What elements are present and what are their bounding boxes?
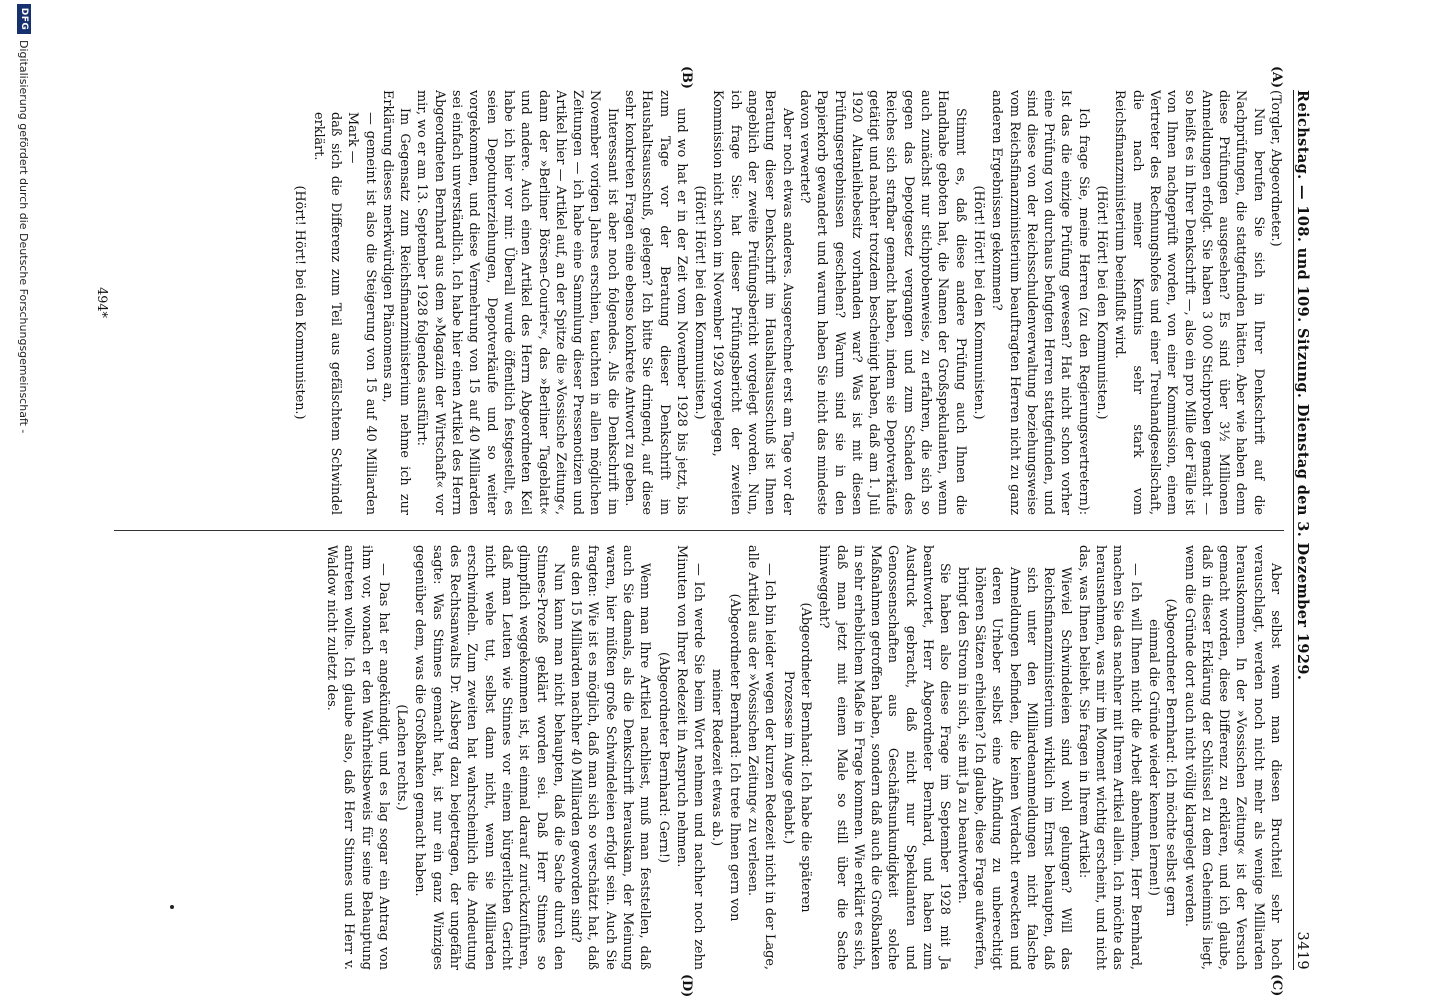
paragraph: — Ich bin leider wegen der kurzen Redezeit nicht in der Lage, alle Artikel aus der »Vossischen Zeitung« zu verlesen. (745, 545, 778, 970)
quoted-passage: daß sich die Differenz zum Teil aus gefälschtem Schwindel erklärt. (310, 112, 343, 515)
margin-marker-d: (D) (679, 974, 694, 998)
left-column (114, 90, 1284, 515)
interjection: (Abgeordneter Bernhard: Ich habe die späteren Prozesse im Auge gehabt.) (780, 602, 813, 913)
interjection: (Abgeordneter Bernhard: Ich trete Ihnen gern von meiner Redezeit etwas ab.) (709, 593, 742, 922)
digitization-credit (9, 0, 39, 1004)
header-page-number: 3419 (1294, 931, 1310, 970)
sheet-number: 494* (94, 287, 109, 318)
quoted-passage: Wieviel Schwindeleien sind wohl gelungen? Will das Reichsfinanzministerium wirklich im Ernst behaupten, daß sich unter den Milliardenanmeldungen nicht falsche Anmeldungen befinden, die keinen Verdacht erweckten und deren Urheber selbst eine Abfindung zu unberechtigt höheren Sätzen erhielten? Ich glaube, diese Frage aufwerfen, bringt den Strom in sich, sie mit Ja zu beantworten. (954, 567, 1074, 970)
interjection: (Hört! Hört! bei den Kommunisten.) (692, 185, 708, 420)
running-header (1293, 90, 1324, 970)
paragraph: Ich frage Sie, meine Herren (zu den Regierungsvertretern): Ist das die einzige Prüfung gewesen? Hat nicht schon vorher eine Prüfung von durchaus befugten Herren stattgefunden, und sind diese von der Reichsschuldenverwaltung beziehungsweise vom Reichsfinanzministerium beauftragten Herren nicht zu ganz anderen Ergebnissen gekommen? (989, 90, 1091, 515)
dfg-logo: DFG (17, 4, 31, 34)
interjection: (Lachen rechts.) (394, 704, 410, 811)
paragraph: Nun kann man nicht behaupten, daß die Sache durch den Stinnes-Prozeß geklärt worden sei. Daß Herr Stinnes so glimpflich weggekommen ist, ist einmal darauf zurückzuführen, daß man Leuten wie Stinnes vor einem bürgerlichen Gericht nicht wehe tut, selbst dann nicht, wenn sie Milliarden erschwindeln. Zum zweiten hat wahrscheinlich die Andeutung des Rechtsanwalts Dr. Alsberg dazu beigetragen, der ungefähr sagte: Was Stinnes gemacht hat, ist nur ein ganz Winziges gegenüber dem, was die Großbanken gemacht haben. (412, 545, 566, 970)
margin-marker-c: (C) (1269, 974, 1284, 997)
header-title: Reichstag. — 108. und 109. Sitzung. Dienstag den 3. Dezember 1929. (1294, 90, 1311, 681)
paragraph: Aber noch etwas anderes. Ausgerechnet erst am Tage vor der Beratung dieser Denkschrift im Haushaltsausschuß ist Ihnen angeblich der zweite Prüfungsbericht vorgelegt worden. Nun, ich frage Sie: hat dieser Prüfungsbericht der zweiten Kommission nicht schon im November 1928 vorgelegen, (710, 90, 795, 515)
paragraph: Wenn man Ihre Artikel nachliest, muß man feststellen, daß auch Sie damals, als die Denkschrift herauskam, der Meinung waren, hier müßten große Schwindeleien erfolgt sein. Auch Sie fragten: Wie ist es möglich, daß man sich so verschätzt hat, daß aus den 15 Milliarden nachher 40 Milliarden geworden sind? (568, 545, 653, 970)
paragraph: Interessant ist aber noch folgendes. Als die Denkschrift im November vorigen Jahres erschien, tauchten in allen möglichen Zeitungen — ich habe eine Sammlung dieser Pressenotizen und Artikel hier — Artikel auf, an der Spitze die »Vossische Zeitung«, dann der »Berliner Börsen-Courier«, das »Berliner Tageblatt« und andere. Auch einen Artikel des Herrn Abgeordneten Keil habe ich hier vor mir. Überall wurde öffentlich festgestellt, es seien Depotunterziehungen, Depotverkäufe und so weiter vorgekommen, und diese Vermehrung von 15 auf 40 Milliarden sei einfach unverständlich. Ich habe hier einen Artikel des Herrn Abgeordneten Bernhard aus dem »Magazin der Wirtschaft« vor mir, wo er am 13. September 1928 folgendes ausführt: (414, 90, 620, 515)
scan-speck (170, 905, 174, 909)
paragraph: — Das hat er angekündigt, und es lag sogar ein Antrag von ihm vor, wonach er den Wahrheitsbeweis für seine Behauptung antreten wollte. Ich glaube also, daß Herr Stinnes und Herr v. Waldow nicht zuletzt des. (323, 545, 391, 970)
text-columns (94, 90, 1284, 970)
margin-marker-b: (B) (679, 66, 694, 89)
document-page (94, 66, 1324, 998)
margin-marker-a: (A) (1269, 66, 1284, 89)
interjection: (Hört! Hört! bei den Kommunisten.) (970, 185, 986, 420)
paragraph: Aber selbst wenn man diesen Bruchteil sehr hoch verauschlagt, werden noch nicht mehr als wenige Milliarden herauskommen. In der »Vossischen Zeitung« ist der Versuch gemacht worden, diese Differenz zu erklären, und ich glaube, daß in dieser Erklärung der Schlüssel zu dem Geheimnis liegt, wenn die Gründe dort auch nicht völlig klargelegt werden. (1181, 545, 1283, 970)
interjection: (Hört! Hört! bei den Kommunisten.) (292, 185, 308, 420)
right-column (114, 545, 1284, 970)
paragraph: und wo hat er in der Zeit vom November 1928 bis jetzt, bis zum Tage vor der Beratung dieser Denkschrift im Haushaltsausschuß, gelegen? Ich bitte Sie dringend, auf diese sehr konkreten Fragen eine ebenso konkrete Antwort zu geben. (622, 90, 689, 515)
credit-text: Digitalisierung gefördert durch die Deutsche Forschungsgemeinschaft - (17, 40, 31, 434)
interjection: (Abgeordneter Bernhard: Gern!) (655, 651, 671, 864)
paragraph: Im Gegensatz zum Reichsfinanzministerium nehme ich zur Erklärung dieses merkwürdigen Phänomens an, (379, 90, 413, 515)
interjection: (Hört! Hört! bei den Kommunisten.) (1094, 185, 1110, 420)
column-divider (114, 530, 1284, 531)
paragraph: — Ich will Ihnen nicht die Arbeit abnehmen, Herr Bernhard, machen Sie das nachher mit Ihrem Artikel allein. Ich möchte das herausnehmen, was mir im Moment wichtig erscheint, und nicht das, was Ihnen beliebt. Sie fragen in Ihrem Artikel: (1075, 545, 1143, 970)
paragraph: Sie haben also diese Frage im September 1928 mit Ja beantwortet, Herr Abgeordneter Bernhard, und haben zum Ausdruck gebracht, daß nicht nur Spekulanten und Genossenschaften aus Geschäftsunkundigkeit solche Maßnahmen getroffen haben, sondern daß auch die Großbanken in sehr erheblichem Maße in Frage kommen. Wie erklärt es sich, daß man jetzt mit einem Male so still über die Sache hinweggeht? (816, 545, 953, 970)
speaker-label: (Torgler, Abgeordneter.) (1268, 90, 1283, 247)
interjection: (Abgeordneter Bernhard: Ich möchte selbst gern einmal die Gründe wieder kennen lernen!) (1145, 598, 1179, 917)
paragraph: Stimmt es, daß diese andere Prüfung auch Ihnen die Handhabe geboten hat, die Namen der Großspekulanten, wenn auch zunächst nur stichprobenweise, zu erfahren, die sich so gegen das Depotgesetz vergangen und zum Schaden des Reiches sich strafbar gemacht haben, indem sie Depotverkäufe getätigt und nachher trotzdem bescheinigt haben, daß am 1. Juli 1920 Altanleihebesitz vorhanden war? Was ist mit diesen Prüfungsergebnissen geschehen? Warum sind sie in den Papierkorb gewandert und warum haben Sie nicht das mindeste davon verwertet? (796, 90, 968, 515)
quoted-passage: — gemeint ist also die Steigerung von 15 auf 40 Milliarden Mark — (345, 112, 378, 515)
paragraph: Nun berufen Sie sich in Ihrer Denkschrift auf die Nachprüfungen, die stattgefunden hätten. Aber wie haben denn diese Prüfungen ausgesehen? Es sind über 3½ Millionen Anmeldungen erfolgt. Sie haben 3 000 Stichproben gemacht — so heißt es in Ihrer Denkschrift —, also ein pro Mille der Fälle ist von Ihnen nachgeprüft worden, von einer Kommission, einem Vertreter des Rechnungshofes und einer Treuhandgesellschaft, die nach meiner Kenntnis sehr stark vom Reichsfinanzministerium beeinflußt wird. (1112, 90, 1266, 515)
paragraph: — Ich werde Sie beim Wort nehmen und nachher noch zehn Minuten von Ihrer Redezeit in Anspruch nehmen. (673, 545, 707, 970)
